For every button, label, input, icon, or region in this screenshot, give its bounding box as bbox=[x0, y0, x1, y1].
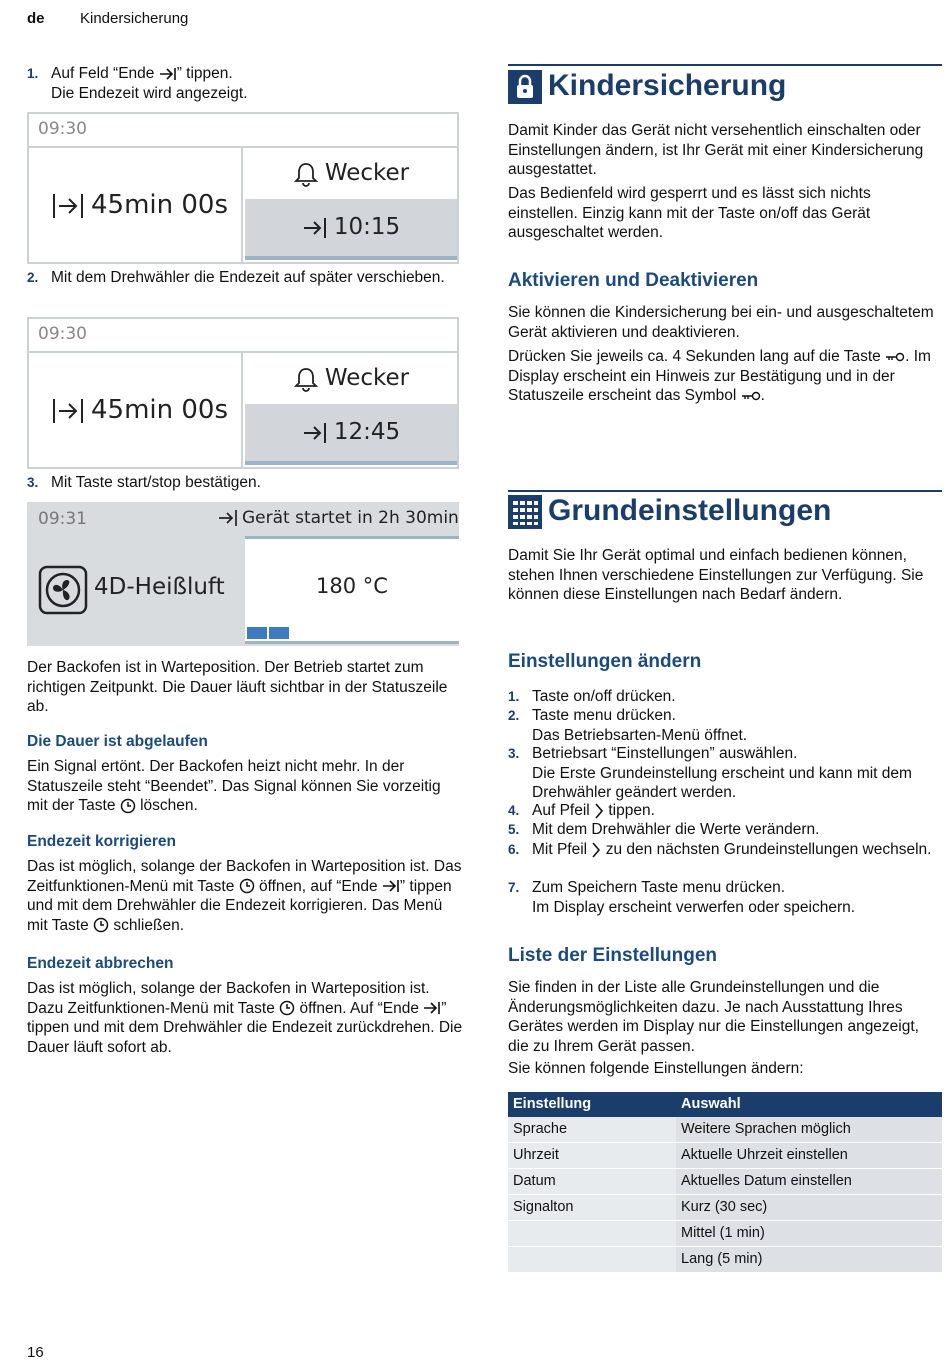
heating-progress-segment bbox=[247, 627, 267, 639]
temperature-value: 180 °C bbox=[316, 574, 388, 598]
paragraph-text: . Im Display erscheint ein Hinweis zur Bestätigung und in der Statuszeile erscheint das Symbol bbox=[508, 348, 931, 404]
table-header: Einstellung bbox=[508, 1092, 676, 1117]
paragraph-text: schließen. bbox=[109, 916, 184, 934]
step-number: 4. bbox=[508, 803, 520, 818]
step-text: Taste on/off drücken. bbox=[532, 688, 676, 705]
end-time-icon bbox=[423, 1001, 441, 1015]
settings-grid-icon bbox=[508, 495, 542, 529]
paragraph-text: Ein Signal ertönt. Der Backofen heizt nicht mehr. In der Statuszeile steht “Beendet”. Das Signal können Sie vorzeitig mit der Taste bbox=[27, 758, 441, 814]
heating-progress-segment bbox=[269, 627, 289, 639]
step-number: 1. bbox=[27, 66, 39, 81]
table-header: Auswahl bbox=[676, 1092, 942, 1117]
clock-icon bbox=[239, 878, 255, 894]
end-time-value: 12:45 bbox=[333, 419, 401, 445]
step-text: Mit dem Drehwähler die Endezeit auf später verschieben. bbox=[51, 269, 445, 286]
paragraph: Sie finden in der Liste alle Grundeinstellungen und die Änderungsmöglichkeiten dazu. Je nach Ausstattung Ihres Gerätes werden im Display nur die Einstellungen angezeigt, die zu Ihrem Gerät passen. bbox=[508, 979, 919, 1055]
paragraph-text: ” tippen und mit dem Drehwähler die Endezeit korrigieren. Das Menü mit Taste bbox=[27, 877, 452, 934]
table-cell: Sprache bbox=[508, 1117, 676, 1143]
alarm-label: Wecker bbox=[324, 365, 410, 391]
end-time-field[interactable] bbox=[245, 404, 457, 465]
arrow-right-icon bbox=[594, 803, 604, 819]
section-title: Kindersicherung bbox=[548, 69, 787, 102]
step-number: 3. bbox=[27, 475, 39, 490]
duration-icon bbox=[51, 192, 85, 220]
step-text: Auf Pfeil bbox=[532, 802, 595, 819]
table-row bbox=[508, 1169, 942, 1195]
table-cell: Aktuelle Uhrzeit einstellen bbox=[676, 1143, 942, 1169]
step-number: 5. bbox=[508, 822, 520, 837]
step-text: Das Betriebsarten-Menü öffnet. bbox=[532, 726, 748, 744]
table-header-row bbox=[508, 1092, 942, 1117]
paragraph-text: ” tippen und mit dem Drehwähler die Endezeit zurückdrehen. Die Dauer läuft sofort ab. bbox=[27, 999, 463, 1056]
paragraph bbox=[27, 757, 463, 816]
duration-field[interactable] bbox=[29, 353, 243, 467]
alarm-label: Wecker bbox=[324, 160, 410, 186]
list-item bbox=[508, 706, 942, 745]
table-cell: Uhrzeit bbox=[508, 1143, 676, 1169]
subheading: Einstellungen ändern bbox=[508, 651, 702, 672]
table-cell: Aktuelles Datum einstellen bbox=[676, 1169, 942, 1195]
key-icon bbox=[741, 390, 761, 402]
page-number: 16 bbox=[27, 1344, 44, 1361]
step-text: Mit Pfeil bbox=[532, 841, 592, 858]
paragraph: Das Bedienfeld wird gesperrt und es lässt sich nichts einstellen. Einzig kann mit der Taste on/off das Gerät ausgeschaltet werden. bbox=[508, 185, 871, 241]
paragraph bbox=[27, 857, 463, 935]
step-text: ” tippen. bbox=[176, 65, 233, 82]
paragraph-text: öffnen, auf “Ende bbox=[254, 877, 382, 895]
display-screenshot bbox=[27, 502, 459, 646]
table-cell: Weitere Sprachen möglich bbox=[676, 1117, 942, 1143]
settings-table bbox=[508, 1092, 942, 1273]
step-text: tippen. bbox=[604, 802, 655, 819]
paragraph: Sie können folgende Einstellungen ändern: bbox=[508, 1060, 804, 1077]
end-time-field[interactable] bbox=[245, 199, 457, 260]
step-text: zu den nächsten Grundeinstellungen wechseln. bbox=[601, 841, 932, 858]
paragraph-text: Das ist möglich, solange der Backofen in Warteposition ist. Dazu Zeitfunktionen-Menü mit Taste bbox=[27, 980, 430, 1017]
paragraph-text: Drücken Sie jeweils ca. 4 Sekunden lang auf die Taste bbox=[508, 348, 886, 365]
section-heading-grundeinstellungen bbox=[508, 490, 942, 527]
step-text: Mit dem Drehwähler die Werte verändern. bbox=[532, 821, 820, 838]
step-number: 2. bbox=[27, 270, 39, 285]
paragraph: Der Backofen ist in Warteposition. Der Betrieb startet zum richtigen Zeitpunkt. Die Dauer läuft sichtbar in der Statuszeile ab. bbox=[27, 659, 448, 715]
subheading: Liste der Einstellungen bbox=[508, 945, 718, 966]
list-item bbox=[508, 801, 942, 821]
header-language: de bbox=[27, 10, 45, 27]
step-text: Auf Feld “Ende bbox=[51, 65, 159, 82]
step-number: 7. bbox=[508, 880, 520, 895]
duration-icon bbox=[51, 397, 85, 425]
duration-value: 45min 00s bbox=[91, 190, 229, 220]
end-time-icon bbox=[217, 509, 239, 527]
step-number: 6. bbox=[508, 842, 520, 857]
header-title: Kindersicherung bbox=[80, 10, 189, 27]
bell-icon bbox=[293, 161, 319, 187]
paragraph-text: Das ist möglich, solange der Backofen in Warteposition ist. Das Zeitfunktionen-Menü mit Taste bbox=[27, 858, 462, 895]
display-time: 09:30 bbox=[29, 319, 457, 353]
table-cell: Kurz (30 sec) bbox=[676, 1195, 942, 1221]
step-number: 2. bbox=[508, 708, 520, 723]
clock-icon bbox=[279, 1000, 295, 1016]
paragraph-text: . bbox=[760, 387, 765, 404]
table-cell bbox=[508, 1247, 676, 1273]
subheading: Endezeit abbrechen bbox=[27, 955, 174, 972]
step-number: 1. bbox=[508, 689, 520, 704]
step-3 bbox=[27, 473, 459, 493]
operating-mode[interactable]: 4D-Heißluft bbox=[94, 574, 225, 600]
subheading: Die Dauer ist abgelaufen bbox=[27, 733, 208, 750]
table-cell: Signalton bbox=[508, 1195, 676, 1221]
display-screenshot bbox=[27, 112, 459, 264]
end-time-value: 10:15 bbox=[333, 214, 401, 240]
display-time: 09:31 bbox=[38, 509, 87, 529]
subheading: Aktivieren und Deaktivieren bbox=[508, 270, 759, 291]
list-item bbox=[508, 744, 942, 803]
hot-air-fan-icon bbox=[38, 565, 88, 615]
temperature-panel[interactable] bbox=[245, 536, 459, 644]
paragraph bbox=[508, 347, 942, 406]
step-text: Im Display erscheint verwerfen oder speichern. bbox=[532, 898, 856, 916]
table-cell bbox=[508, 1221, 676, 1247]
step-text: Die Erste Grundeinstellung erscheint und kann mit dem Drehwähler geändert werden. bbox=[532, 764, 912, 801]
step-text: Mit Taste start/stop bestätigen. bbox=[51, 474, 261, 491]
paragraph bbox=[27, 979, 463, 1057]
section-title: Grundeinstellungen bbox=[548, 494, 832, 527]
table-row bbox=[508, 1143, 942, 1169]
clock-icon bbox=[120, 798, 136, 814]
subheading: Endezeit korrigieren bbox=[27, 833, 177, 850]
step-text: Zum Speichern Taste menu drücken. bbox=[532, 879, 786, 896]
table-cell: Lang (5 min) bbox=[676, 1247, 942, 1273]
table-row bbox=[508, 1221, 942, 1247]
step-text: Taste menu drücken. bbox=[532, 707, 676, 724]
list-item bbox=[508, 840, 942, 860]
step-2 bbox=[27, 268, 459, 288]
status-text: Gerät startet in 2h 30min bbox=[242, 508, 459, 528]
paragraph: Damit Sie Ihr Gerät optimal und einfach bedienen können, stehen Ihnen verschiedene Einstellungen zur Verfügung. Sie können diese Einstellungen nach Bedarf ändern. bbox=[508, 547, 924, 603]
duration-value: 45min 00s bbox=[91, 395, 229, 425]
end-time-icon bbox=[382, 879, 400, 893]
table-cell: Datum bbox=[508, 1169, 676, 1195]
section-heading-kindersicherung bbox=[508, 64, 942, 102]
table-row bbox=[508, 1117, 942, 1143]
arrow-right-icon bbox=[591, 842, 601, 858]
table-row bbox=[508, 1195, 942, 1221]
step-number: 3. bbox=[508, 746, 520, 761]
step-text: Die Endezeit wird angezeigt. bbox=[51, 84, 248, 102]
paragraph-text: löschen. bbox=[135, 797, 198, 814]
display-time: 09:30 bbox=[29, 114, 457, 148]
end-time-icon bbox=[159, 67, 177, 81]
table-cell: Mittel (1 min) bbox=[676, 1221, 942, 1247]
display-screenshot bbox=[27, 317, 459, 469]
alarm-field[interactable] bbox=[245, 148, 457, 199]
status-line bbox=[217, 509, 459, 529]
step-text: Betriebsart “Einstellungen” auswählen. bbox=[532, 745, 798, 762]
step-1 bbox=[27, 64, 459, 103]
list-item bbox=[508, 878, 942, 917]
paragraph: Damit Kinder das Gerät nicht versehentlich einschalten oder Einstellungen ändern, ist Ihr Gerät mit einer Kindersicherung ausgestattet. bbox=[508, 122, 924, 178]
alarm-field[interactable] bbox=[245, 353, 457, 404]
paragraph-text: öffnen. Auf “Ende bbox=[295, 999, 424, 1017]
key-icon bbox=[885, 351, 905, 363]
duration-field[interactable] bbox=[29, 148, 243, 262]
end-time-icon bbox=[302, 421, 328, 445]
lock-icon bbox=[508, 70, 542, 104]
list-item bbox=[508, 687, 942, 707]
table-row bbox=[508, 1247, 942, 1273]
end-time-icon bbox=[302, 216, 328, 240]
bell-icon bbox=[293, 366, 319, 392]
list-item bbox=[508, 820, 942, 840]
paragraph: Sie können die Kindersicherung bei ein- und ausgeschaltetem Gerät aktivieren und deaktivieren. bbox=[508, 304, 934, 341]
clock-icon bbox=[93, 917, 109, 933]
